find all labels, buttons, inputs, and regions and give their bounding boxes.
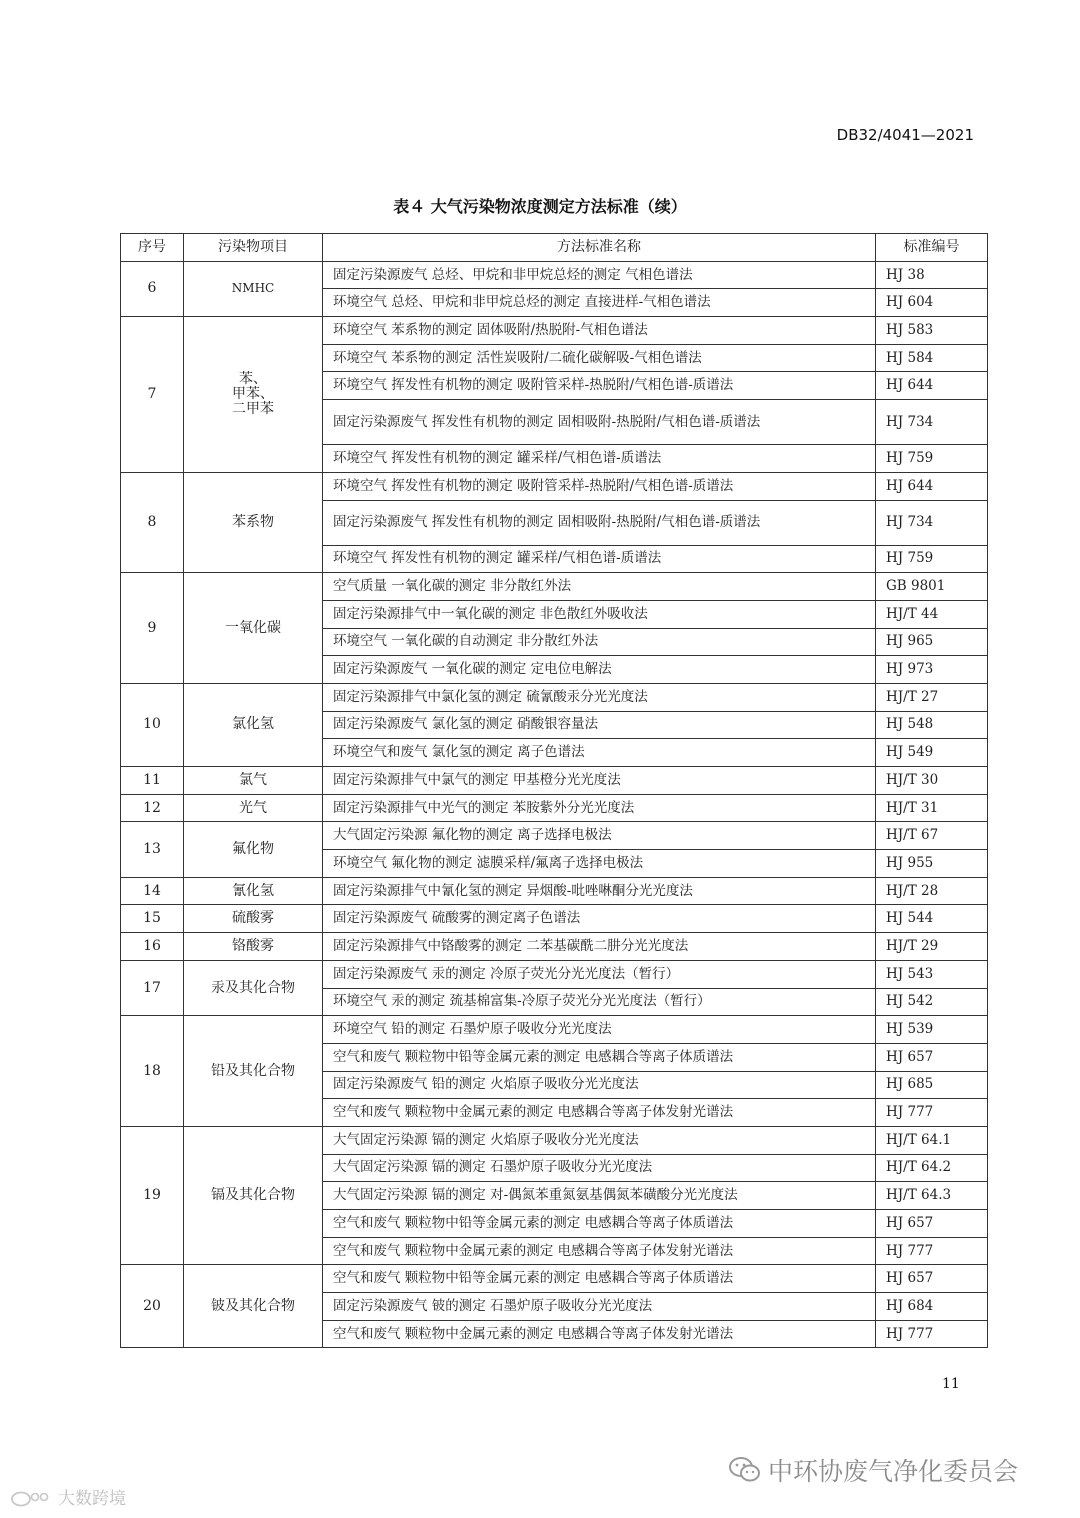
table-row <box>121 683 988 711</box>
standard-code: HJ/T 28 <box>876 877 988 905</box>
method-name: 大气固定污染源 镉的测定 石墨炉原子吸收分光光度法 <box>323 1154 876 1182</box>
standard-code: HJ 542 <box>876 988 988 1016</box>
table-row <box>121 933 988 961</box>
table-row <box>121 261 988 289</box>
watermark-left-text: 大数跨境 <box>58 1489 126 1509</box>
table-row <box>121 1265 988 1293</box>
pollutant-name: 铬酸雾 <box>184 933 323 961</box>
weibo-icon <box>10 1486 54 1508</box>
standard-code: HJ/T 31 <box>876 794 988 822</box>
pollutant-name: NMHC <box>184 261 323 316</box>
row-number: 9 <box>121 573 184 684</box>
pollutant-name: 铍及其化合物 <box>184 1265 323 1348</box>
method-name: 固定污染源排气中铬酸雾的测定 二苯基碳酰二肼分光光度法 <box>323 933 876 961</box>
method-name: 环境空气 苯系物的测定 固体吸附/热脱附-气相色谱法 <box>323 317 876 345</box>
table-title: 表４ 大气污染物浓度测定方法标准（续） <box>393 197 687 216</box>
standard-code: HJ 685 <box>876 1071 988 1099</box>
standard-code: HJ 548 <box>876 711 988 739</box>
standard-code: HJ/T 64.1 <box>876 1126 988 1154</box>
standard-code: HJ 539 <box>876 1016 988 1044</box>
standard-code: HJ 583 <box>876 317 988 345</box>
method-name: 固定污染源废气 挥发性有机物的测定 固相吸附-热脱附/气相色谱-质谱法 <box>323 500 876 545</box>
row-number: 6 <box>121 261 184 316</box>
row-number: 14 <box>121 877 184 905</box>
row-number: 18 <box>121 1016 184 1127</box>
standard-code: HJ 657 <box>876 1043 988 1071</box>
standard-code: HJ 657 <box>876 1265 988 1293</box>
table-header-row <box>121 234 988 262</box>
standard-code: HJ 965 <box>876 628 988 656</box>
pollutant-name: 苯系物 <box>184 472 323 572</box>
method-name: 环境空气 铅的测定 石墨炉原子吸收分光光度法 <box>323 1016 876 1044</box>
method-name: 固定污染源废气 氯化氢的测定 硝酸银容量法 <box>323 711 876 739</box>
method-name: 固定污染源排气中一氧化碳的测定 非色散红外吸收法 <box>323 600 876 628</box>
row-number: 12 <box>121 794 184 822</box>
method-name: 固定污染源废气 铍的测定 石墨炉原子吸收分光光度法 <box>323 1293 876 1321</box>
standard-code: HJ 759 <box>876 545 988 573</box>
method-name: 大气固定污染源 镉的测定 对-偶氮苯重氮氨基偶氮苯磺酸分光光度法 <box>323 1182 876 1210</box>
page-number: 11 <box>942 1376 960 1392</box>
method-name: 大气固定污染源 氟化物的测定 离子选择电极法 <box>323 822 876 850</box>
table-row <box>121 573 988 601</box>
pollutant-name: 氟化物 <box>184 822 323 877</box>
method-name: 空气和废气 颗粒物中铅等金属元素的测定 电感耦合等离子体质谱法 <box>323 1043 876 1071</box>
pollutant-name: 氯化氢 <box>184 683 323 766</box>
standards-table <box>120 233 988 1348</box>
method-name: 空气和废气 颗粒物中金属元素的测定 电感耦合等离子体发射光谱法 <box>323 1099 876 1127</box>
pollutant-name <box>184 317 323 473</box>
method-name: 环境空气 苯系物的测定 活性炭吸附/二硫化碳解吸-气相色谱法 <box>323 344 876 372</box>
pollutant-line: 甲苯、 <box>232 385 274 402</box>
wechat-icon <box>728 1456 762 1484</box>
standard-code: GB 9801 <box>876 573 988 601</box>
method-name: 环境空气 一氧化碳的自动测定 非分散红外法 <box>323 628 876 656</box>
standard-code: HJ 955 <box>876 850 988 878</box>
standard-code: HJ 604 <box>876 289 988 317</box>
pollutant-name: 铅及其化合物 <box>184 1016 323 1127</box>
method-name: 固定污染源废气 挥发性有机物的测定 固相吸附-热脱附/气相色谱-质谱法 <box>323 400 876 445</box>
method-name: 环境空气 挥发性有机物的测定 吸附管采样-热脱附/气相色谱-质谱法 <box>323 472 876 500</box>
standard-code: HJ 759 <box>876 445 988 473</box>
standard-code: HJ 657 <box>876 1210 988 1238</box>
table-row <box>121 1016 988 1044</box>
pollutant-line: 二甲苯 <box>232 400 274 417</box>
table-row <box>121 794 988 822</box>
watermark-wechat <box>728 1452 1018 1488</box>
row-number: 16 <box>121 933 184 961</box>
method-name: 空气和废气 颗粒物中金属元素的测定 电感耦合等离子体发射光谱法 <box>323 1237 876 1265</box>
method-name: 固定污染源排气中光气的测定 苯胺紫外分光光度法 <box>323 794 876 822</box>
method-name: 固定污染源废气 硫酸雾的测定离子色谱法 <box>323 905 876 933</box>
standard-code: HJ/T 64.2 <box>876 1154 988 1182</box>
standard-code: HJ/T 44 <box>876 600 988 628</box>
standard-code: HJ 543 <box>876 960 988 988</box>
method-name: 环境空气 挥发性有机物的测定 罐采样/气相色谱-质谱法 <box>323 545 876 573</box>
standard-code: HJ 777 <box>876 1320 988 1348</box>
row-number: 8 <box>121 472 184 572</box>
table-row <box>121 960 988 988</box>
standard-code: HJ 549 <box>876 739 988 767</box>
method-name: 固定污染源废气 一氧化碳的测定 定电位电解法 <box>323 656 876 684</box>
standard-code: HJ/T 67 <box>876 822 988 850</box>
table-row <box>121 317 988 345</box>
standard-code: HJ/T 64.3 <box>876 1182 988 1210</box>
method-name: 环境空气 挥发性有机物的测定 吸附管采样-热脱附/气相色谱-质谱法 <box>323 372 876 400</box>
table-row <box>121 767 988 795</box>
standard-code: HJ/T 30 <box>876 767 988 795</box>
standard-code: HJ 684 <box>876 1293 988 1321</box>
column-header-code: 标准编号 <box>876 234 988 262</box>
row-number: 10 <box>121 683 184 766</box>
standard-code: HJ 973 <box>876 656 988 684</box>
table-row <box>121 1126 988 1154</box>
pollutant-name: 镉及其化合物 <box>184 1126 323 1264</box>
row-number: 11 <box>121 767 184 795</box>
column-header-no: 序号 <box>121 234 184 262</box>
row-number: 13 <box>121 822 184 877</box>
method-name: 固定污染源废气 总烃、甲烷和非甲烷总烃的测定 气相色谱法 <box>323 261 876 289</box>
standard-code: HJ 644 <box>876 472 988 500</box>
row-number: 19 <box>121 1126 184 1264</box>
method-name: 环境空气和废气 氯化氢的测定 离子色谱法 <box>323 739 876 767</box>
document-code: DB32/4041—2021 <box>836 126 974 144</box>
pollutant-name: 汞及其化合物 <box>184 960 323 1015</box>
watermark-right-text: 中环协废气净化委员会 <box>768 1457 1019 1486</box>
standard-code: HJ 734 <box>876 500 988 545</box>
column-header-method: 方法标准名称 <box>323 234 876 262</box>
pollutant-name: 光气 <box>184 794 323 822</box>
method-name: 空气和废气 颗粒物中铅等金属元素的测定 电感耦合等离子体质谱法 <box>323 1265 876 1293</box>
column-header-pollutant: 污染物项目 <box>184 234 323 262</box>
method-name: 空气和废气 颗粒物中铅等金属元素的测定 电感耦合等离子体质谱法 <box>323 1210 876 1238</box>
method-name: 固定污染源废气 铅的测定 火焰原子吸收分光光度法 <box>323 1071 876 1099</box>
table-row <box>121 822 988 850</box>
row-number: 20 <box>121 1265 184 1348</box>
method-name: 环境空气 总烃、甲烷和非甲烷总烃的测定 直接进样-气相色谱法 <box>323 289 876 317</box>
table-row <box>121 877 988 905</box>
row-number: 17 <box>121 960 184 1015</box>
table-row <box>121 472 988 500</box>
method-name: 环境空气 挥发性有机物的测定 罐采样/气相色谱-质谱法 <box>323 445 876 473</box>
row-number: 15 <box>121 905 184 933</box>
method-name: 空气质量 一氧化碳的测定 非分散红外法 <box>323 573 876 601</box>
watermark-weibo <box>10 1484 126 1509</box>
standard-code: HJ 38 <box>876 261 988 289</box>
method-name: 空气和废气 颗粒物中金属元素的测定 电感耦合等离子体发射光谱法 <box>323 1320 876 1348</box>
standard-code: HJ 644 <box>876 372 988 400</box>
pollutant-name: 氯气 <box>184 767 323 795</box>
standard-code: HJ 777 <box>876 1099 988 1127</box>
method-name: 固定污染源排气中氯化氢的测定 硫氰酸汞分光光度法 <box>323 683 876 711</box>
method-name: 环境空气 汞的测定 巯基棉富集-冷原子荧光分光光度法（暂行） <box>323 988 876 1016</box>
standard-code: HJ 544 <box>876 905 988 933</box>
standard-code: HJ 777 <box>876 1237 988 1265</box>
row-number: 7 <box>121 317 184 473</box>
pollutant-name: 氰化氢 <box>184 877 323 905</box>
table-row <box>121 905 988 933</box>
pollutant-name: 硫酸雾 <box>184 905 323 933</box>
method-name: 固定污染源废气 汞的测定 冷原子荧光分光光度法（暂行） <box>323 960 876 988</box>
pollutant-name: 一氧化碳 <box>184 573 323 684</box>
standard-code: HJ 584 <box>876 344 988 372</box>
method-name: 环境空气 氟化物的测定 滤膜采样/氟离子选择电极法 <box>323 850 876 878</box>
method-name: 大气固定污染源 镉的测定 火焰原子吸收分光光度法 <box>323 1126 876 1154</box>
pollutant-line: 苯、 <box>239 370 267 387</box>
method-name: 固定污染源排气中氰化氢的测定 异烟酸-吡唑啉酮分光光度法 <box>323 877 876 905</box>
standard-code: HJ/T 27 <box>876 683 988 711</box>
standard-code: HJ/T 29 <box>876 933 988 961</box>
method-name: 固定污染源排气中氯气的测定 甲基橙分光光度法 <box>323 767 876 795</box>
standard-code: HJ 734 <box>876 400 988 445</box>
